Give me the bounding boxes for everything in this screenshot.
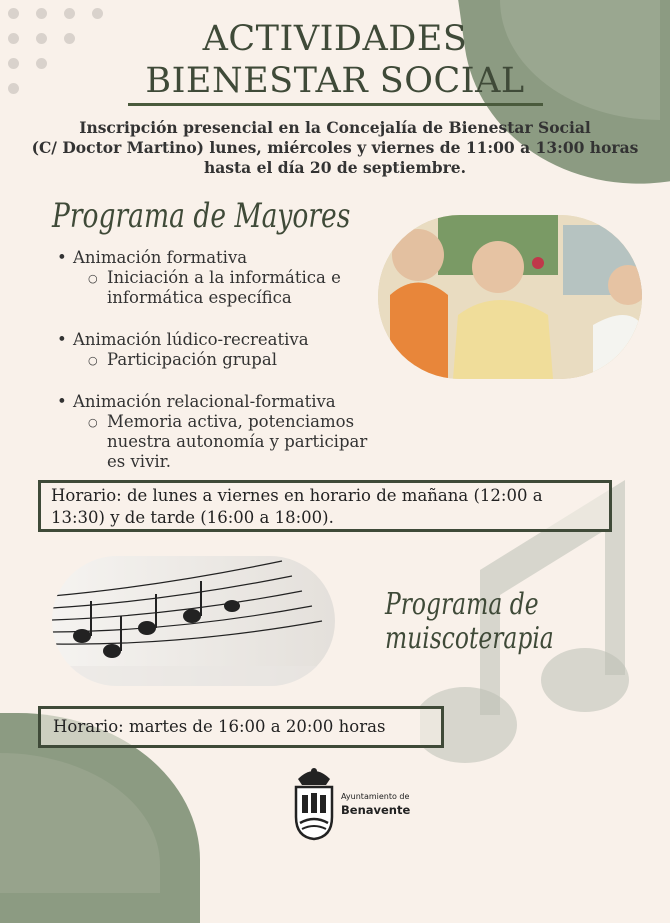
seniors-photo-illustration [378,215,642,379]
page-title-line2: BIENESTAR SOCIAL [145,61,525,101]
inscription-line: Inscripción presencial en la Concejalía de Bienestar Social [79,118,591,137]
subitem-line: informática específica [107,288,292,307]
music-staff-illustration [52,556,335,686]
page-title-line1: ACTIVIDADES [202,19,468,59]
musicoterapia-heading [385,588,557,656]
activity-label: Animación formativa [73,248,248,267]
musicoterapia-heading-line1: Programa de [385,587,539,622]
mayores-schedule-box [38,480,612,532]
music-sheet-photo [52,556,335,686]
subitem-line: ○ Participación grupal [107,350,277,369]
musicoterapia-heading-line2: muiscoterapia [385,621,554,656]
list-subitem [55,350,385,370]
page-title [0,18,670,102]
ayuntamiento-logo [290,765,440,845]
subitem-line: ○ Iniciación a la informática e [107,268,341,287]
list-item [55,330,385,350]
logo-subtitle: Ayuntamiento de [341,792,410,801]
list-item [55,392,385,412]
subitem-line: es vivir. [107,452,171,471]
inscription-line: (C/ Doctor Martino) lunes, miércoles y viernes de 11:00 a 13:00 horas [31,138,639,157]
list-item [55,248,385,268]
musicoterapia-schedule-box [38,706,444,748]
inscription-info [20,118,650,178]
activity-label: Animación relacional-formativa [73,392,336,411]
list-subitem [55,412,385,472]
subitem-line: nuestra autonomía y participar [107,432,368,451]
list-subitem [55,268,385,308]
seniors-photo [378,215,642,379]
title-divider [128,103,543,106]
logo-title: Benavente [341,803,411,817]
mayores-heading: Programa de Mayores [52,196,351,236]
schedule-line: Horario: martes de 16:00 a 20:00 horas [53,717,386,736]
mayores-activity-list [55,248,385,472]
activity-label: Animación lúdico-recreativa [73,330,309,349]
schedule-line: Horario: de lunes a viernes en horario de mañana (12:00 a [51,486,543,505]
coat-of-arms-icon [290,765,338,841]
subitem-line: ○ Memoria activa, potenciamos [107,412,355,431]
schedule-line: 13:30) y de tarde (16:00 a 18:00). [51,508,334,527]
inscription-line: hasta el día 20 de septiembre. [203,158,466,177]
